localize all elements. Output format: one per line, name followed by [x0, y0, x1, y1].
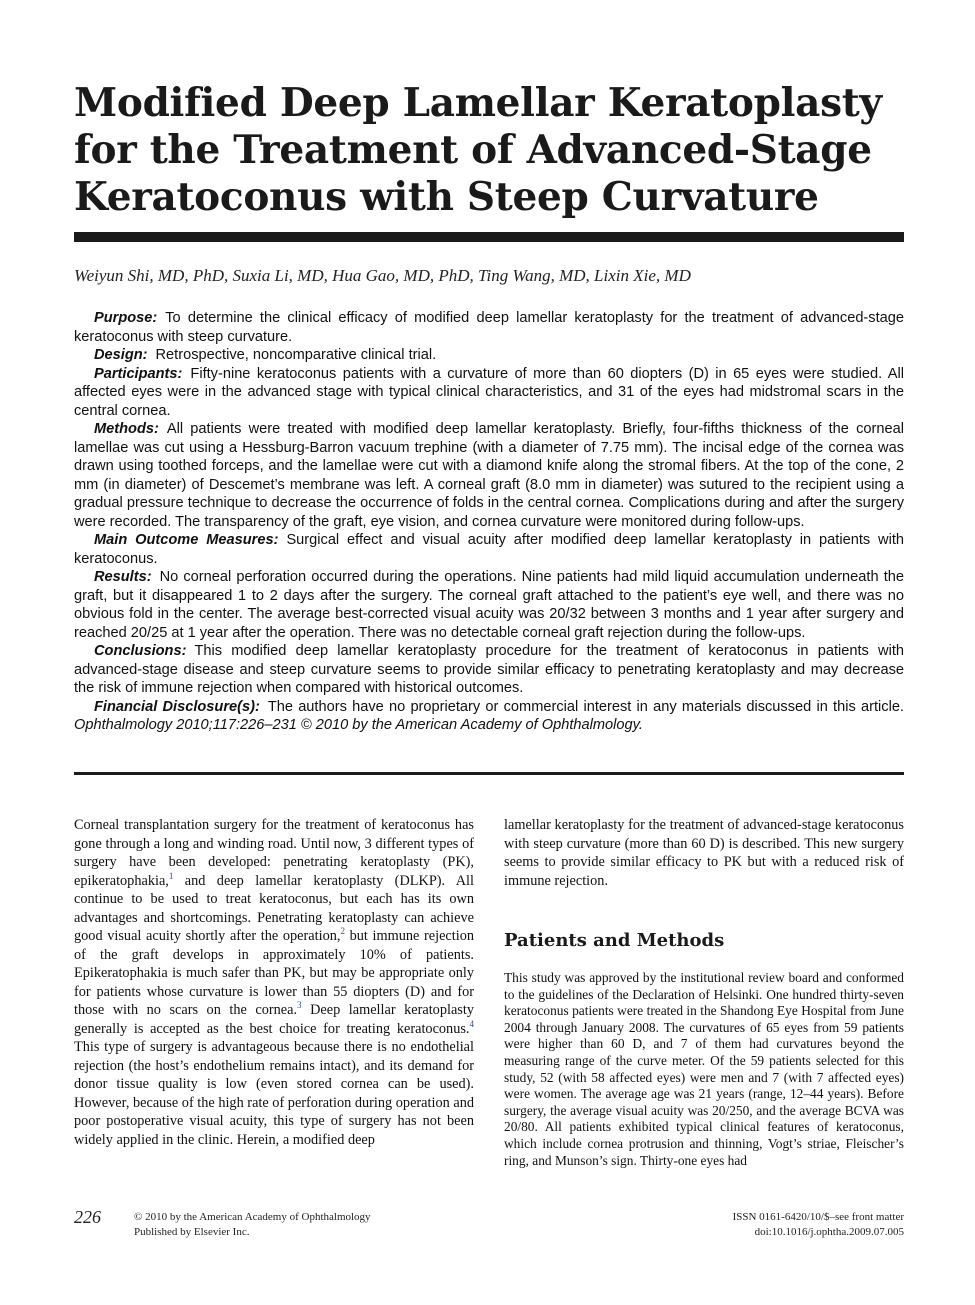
footer-right: [733, 1210, 904, 1240]
participants-text: Fifty-nine keratoconus patients with a curvature of more than 60 diopters (D) in 65 eyes were studied. All affected eyes were in the advanced stage with typical clinical characteristics, and 31 of the eyes had midstromal scars in the central cornea.: [74, 365, 904, 419]
purpose-text: To determine the clinical efficacy of modified deep lamellar keratoplasty for the treatment of advanced-stage keratoconus with steep curvature.: [74, 310, 904, 345]
design-label: Design:: [94, 347, 148, 363]
abstract-rule: [74, 772, 904, 775]
disclosure-text: The authors have no proprietary or commercial interest in any materials discussed in this article.: [267, 698, 904, 715]
reference-link-2[interactable]: 2: [340, 926, 345, 937]
methods-column: [504, 970, 904, 1169]
intro-paragraph: [74, 816, 474, 1149]
intro-column-left: [74, 816, 474, 1149]
intro-column-right: [504, 816, 904, 890]
journal-citation: Ophthalmology 2010;117:226–231 © 2010 by the American Academy of Ophthalmology.: [74, 717, 643, 733]
outcome-text: Surgical effect and visual acuity after modified deep lamellar keratoplasty in patients with keratoconus.: [74, 532, 904, 567]
author-list: Weiyun Shi, MD, PhD, Suxia Li, MD, Hua Gao, MD, PhD, Ting Wang, MD, Lixin Xie, MD: [74, 266, 691, 285]
intro-text-4: Deep lamellar keratoplasty generally is accepted as the best choice for treating keratoconus.: [74, 1002, 474, 1037]
section-heading-patients-methods: Patients and Methods: [504, 930, 725, 951]
intro-text-1: Corneal transplantation surgery for the treatment of keratoconus has gone through a long and winding road. Until now, 3 different types of surgery have been developed: penetrating keratoplasty (PK), epikeratophakia,: [74, 817, 474, 889]
page-number: 226: [74, 1207, 101, 1227]
reference-link-4[interactable]: 4: [469, 1018, 474, 1029]
disclosure-label: Financial Disclosure(s):: [94, 698, 260, 715]
results-label: Results:: [94, 569, 152, 585]
intro-text-5: This type of surgery is advantageous because there is no endothelial rejection (the host’s endothelium remains intact), and its demand for donor tissue quality is low (even stored cornea can be used). However, because of the high rate of perforation during operation and poor postoperative visual acuity, this type of surgery has not been widely applied in the clinic. Herein, a modified deep: [74, 1039, 474, 1148]
intro-text-2: and deep lamellar keratoplasty (DLKP). All continue to be used to treat keratoconus, but each has its own advantages and shortcomings. Penetrating keratoplasty can achieve good visual acuity shortly after the operation,: [74, 872, 474, 944]
results-text: No corneal perforation occurred during the operations. Nine patients had mild liquid accumulation underneath the graft, but it disappeared 1 to 2 days after the surgery. The corneal graft attached to the patient’s eye well, and there was no obvious fold in the center. The average best-corrected visual acuity was 20/32 between 3 months and 1 year after surgery and reached 20/25 at 1 year after the operation. There was no detectable corneal graft rejection during the follow-ups.: [74, 569, 904, 641]
methods-label: Methods:: [94, 421, 159, 437]
outcome-label: Main Outcome Measures:: [94, 532, 279, 548]
abstract-conclusions: [74, 642, 904, 698]
conclusions-label: Conclusions:: [94, 643, 187, 659]
intro-text-3: but immune rejection of the graft develops in approximately 10% of patients. Epikeratophakia is much safer than PK, but may be appropriate only for patients whose curvature is lower than 55 diopters (D) and for those with no scars on the cornea.: [74, 928, 475, 1018]
participants-label: Participants:: [94, 365, 183, 382]
abstract-results: [74, 568, 904, 642]
conclusions-text: This modified deep lamellar keratoplasty procedure for the treatment of keratoconus in patients with advanced-stage disease and steep curvature seems to provide similar efficacy to penetrating keratoplasty and may decrease the risk of immune rejection when compared with historical outcomes.: [74, 643, 904, 696]
abstract: [74, 309, 904, 735]
article-title: Modified Deep Lamellar Keratoplasty for the Treatment of Advanced-Stage Keratoconus with Steep Curvature: [74, 80, 882, 220]
abstract-outcome: [74, 531, 904, 568]
intro-continuation: lamellar keratoplasty for the treatment of advanced-stage keratoconus with steep curvature (more than 60 D) is described. This new surgery seems to provide similar efficacy to PK but with a reduced risk of immune rejection.: [504, 817, 904, 889]
doi-line[interactable]: doi:10.1016/j.ophtha.2009.07.005: [754, 1226, 904, 1238]
issn-line: ISSN 0161-6420/10/$–see front matter: [732, 1211, 904, 1223]
design-text: Retrospective, noncomparative clinical trial.: [155, 347, 437, 363]
abstract-purpose: [74, 309, 904, 346]
title-rule: [74, 232, 904, 242]
reference-link-3[interactable]: 3: [297, 1000, 302, 1011]
abstract-participants: [74, 365, 904, 421]
publisher-line: Published by Elsevier Inc.: [134, 1226, 250, 1238]
reference-link-1[interactable]: 1: [168, 870, 174, 881]
copyright-line: © 2010 by the American Academy of Ophthalmology: [134, 1211, 371, 1223]
abstract-disclosure: [74, 698, 904, 735]
abstract-design: [74, 346, 904, 365]
abstract-methods: [74, 420, 904, 531]
purpose-label: Purpose:: [94, 310, 158, 326]
methods-paragraph: This study was approved by the institutional review board and conformed to the guidelines of the Declaration of Helsinki. One hundred thirty-seven keratoconus patients were treated in the Shandong Eye Hospital from June 2004 through January 2008. The curvatures of 65 eyes from 59 patients were higher than 60 D, and 7 of them had curvatures beyond the measuring range of the curve meter. Of the 59 patients selected for this study, 52 (with 58 affected eyes) were men and 7 (with 7 affected eyes) were women. The average age was 21 years (range, 12–44 years). Before surgery, the average visual acuity was 20/250, and the average BCVA was 20/80. All patients exhibited typical clinical features of keratoconus, which include cornea protrusion and thinning, Vogt’s striae, Fleischer’s ring, and Munson’s sign. Thirty-one eyes had: [504, 970, 904, 1168]
methods-text: All patients were treated with modified deep lamellar keratoplasty. Briefly, four-fifths thickness of the corneal lamellae was cut using a Hessburg-Barron vacuum trephine (with a diameter of 7.75 mm). The incisal edge of the cornea was drawn using toothed forceps, and the lamellae were cut with a diamond knife along the stromal fibers. At the top of the cone, 2 mm (in diameter) of Descemet’s membrane was left. A corneal graft (8.0 mm in diameter) was sutured to the recipient using a gradual pressure technique to decrease the occurrence of folds in the central cornea. Complications during and after the surgery were recorded. The transparency of the graft, eye vision, and cornea curvature were monitored during follow-ups.: [74, 421, 904, 530]
footer-left: [134, 1210, 371, 1240]
